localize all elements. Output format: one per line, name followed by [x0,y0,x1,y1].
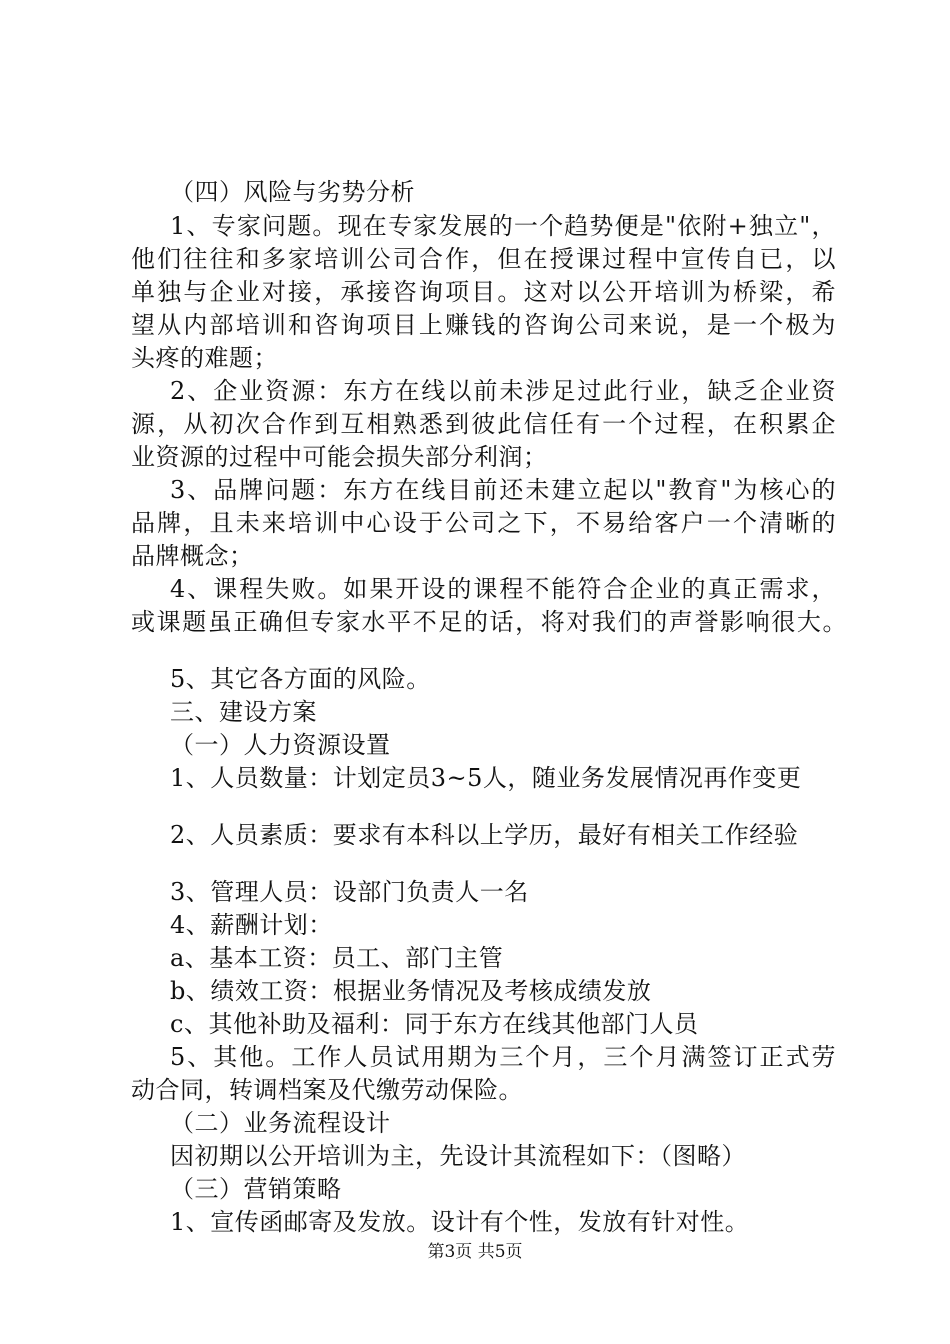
paragraph-line: 3、品牌问题：东方在线目前还未建立起以"教育"为核心的 [170,476,836,504]
page-number-footer: 第3页 共5页 [427,1242,523,1262]
paragraph-line: 4、薪酬计划： [170,911,333,939]
paragraph-line: 1、宣传函邮寄及发放。设计有个性，发放有针对性。 [170,1208,750,1236]
paragraph-line: a、基本工资：员工、部门主管 [170,944,504,972]
subsection-heading-process: （二）业务流程设计 [170,1109,391,1137]
paragraph-line: 因初期以公开培训为主，先设计其流程如下：（图略） [170,1142,746,1170]
paragraph-line: 业资源的过程中可能会损失部分利润； [131,443,548,471]
paragraph-line: b、绩效工资：根据业务情况及考核成绩发放 [170,977,652,1005]
subsection-heading-marketing: （三）营销策略 [170,1175,342,1203]
paragraph-line: 动合同，转调档案及代缴劳动保险。 [131,1076,523,1104]
paragraph-line: 或课题虽正确但专家水平不足的话，将对我们的声誉影响很大。 [131,608,847,636]
paragraph-line: 5、其它各方面的风险。 [170,665,431,693]
paragraph-line: 源，从初次合作到互相熟悉到彼此信任有一个过程，在积累企 [131,410,836,438]
subsection-heading-hr: （一）人力资源设置 [170,731,391,759]
paragraph-line: 2、企业资源：东方在线以前未涉足过此行业，缺乏企业资 [170,377,836,405]
paragraph-line: 头疼的难题； [131,344,278,372]
section-heading-plan: 三、建设方案 [170,698,317,726]
paragraph-line: 1、人员数量：计划定员3~5人，随业务发展情况再作变更 [170,764,802,792]
paragraph-line: 5、其他。工作人员试用期为三个月，三个月满签订正式劳 [170,1043,836,1071]
paragraph-line: 他们往往和多家培训公司合作，但在授课过程中宣传自已，以 [131,245,836,273]
paragraph-line: 品牌，且未来培训中心设于公司之下，不易给客户一个清晰的 [131,509,836,537]
paragraph-line: 品牌概念； [131,542,254,570]
section-heading-risks: （四）风险与劣势分析 [170,178,415,206]
paragraph-line: c、其他补助及福利：同于东方在线其他部门人员 [170,1010,699,1038]
paragraph-line: 1、专家问题。现在专家发展的一个趋势便是"依附+独立"， [170,212,836,240]
paragraph-line: 3、管理人员：设部门负责人一名 [170,878,529,906]
paragraph-line: 望从内部培训和咨询项目上赚钱的咨询公司来说，是一个极为 [131,311,836,339]
paragraph-line: 4、课程失败。如果开设的课程不能符合企业的真正需求， [170,575,836,603]
paragraph-line: 2、人员素质：要求有本科以上学历，最好有相关工作经验 [170,821,799,849]
paragraph-line: 单独与企业对接，承接咨询项目。这对以公开培训为桥梁，希 [131,278,836,306]
